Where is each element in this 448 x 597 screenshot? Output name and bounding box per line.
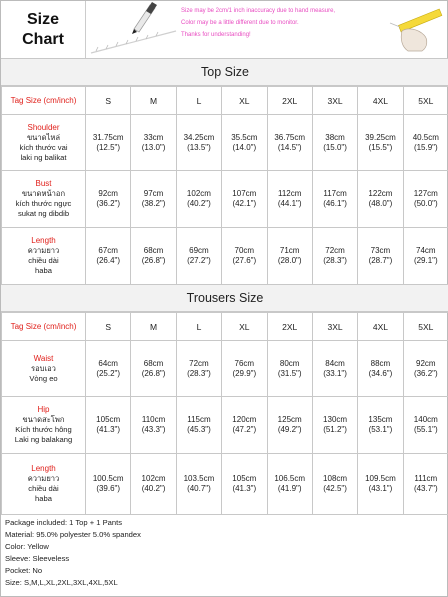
- inch-value: (33.1"): [323, 368, 347, 378]
- measurement-cell: [176, 397, 221, 454]
- inch-value: (27.6"): [232, 256, 257, 265]
- inch-value: (51.2"): [323, 425, 347, 434]
- inch-value: (36.2"): [96, 199, 121, 208]
- header: [1, 1, 448, 58]
- inch-value: (28.7"): [368, 256, 393, 265]
- measurement-cell: [267, 228, 312, 285]
- product-detail-line: Color: Yellow: [5, 542, 49, 551]
- size-header-row: [2, 87, 448, 115]
- cm-value: 92cm: [416, 358, 436, 368]
- inch-value: (13.5"): [187, 142, 211, 152]
- cm-value: 72cm: [189, 358, 209, 368]
- trousers-size-title: Trousers Size: [186, 291, 264, 305]
- cm-value: 71cm: [279, 246, 300, 255]
- measurement-cell: [176, 341, 221, 397]
- inch-value: (41.3"): [96, 425, 121, 434]
- measurement-translation: ขนาดหน้าอก: [21, 189, 66, 198]
- measurement-translation: haba: [35, 266, 52, 275]
- measurement-cell: [358, 115, 403, 171]
- measurement-row: [2, 397, 448, 454]
- size-column-header: 3XL: [312, 87, 357, 115]
- measurement-translation: chiều dài: [28, 484, 59, 493]
- inch-value: (50.0"): [413, 199, 438, 208]
- cm-value: 35.5cm: [231, 132, 258, 142]
- size-column-header: 4XL: [358, 313, 403, 341]
- inch-value: (31.5"): [277, 368, 302, 378]
- measurement-cell: [222, 115, 267, 171]
- inch-value: (41.9"): [277, 484, 302, 493]
- measurement-cell: [222, 454, 267, 515]
- measurement-cell: [403, 115, 448, 171]
- size-column-header: 5XL: [403, 87, 448, 115]
- measurement-name: Shoulder: [27, 122, 60, 132]
- cm-value: 38cm: [325, 132, 345, 142]
- measurement-translation: sukat ng dibdib: [17, 209, 70, 218]
- cm-value: 31.75cm: [92, 132, 124, 142]
- cm-value: 109.5cm: [365, 474, 396, 483]
- measurement-name: Length: [31, 236, 56, 245]
- inch-value: (14.0"): [232, 142, 257, 152]
- measurement-cell: [267, 171, 312, 228]
- measurement-cell: [358, 171, 403, 228]
- product-detail-line: Pocket: No: [5, 566, 43, 575]
- measurement-name: Bust: [35, 179, 52, 188]
- size-chart-title: [1, 1, 86, 58]
- cm-value: 127cm: [413, 189, 438, 198]
- inch-value: (36.2"): [413, 368, 438, 378]
- cm-value: 88cm: [370, 358, 391, 368]
- inch-value: (27.2"): [187, 256, 211, 265]
- measurement-cell: [86, 115, 131, 171]
- inch-value: (26.8"): [141, 368, 166, 378]
- measurement-translation: chiều dài: [28, 256, 59, 265]
- cm-value: 76cm: [234, 358, 255, 368]
- measurement-cell: [403, 397, 448, 454]
- measurement-cell: [176, 454, 221, 515]
- product-detail-line: Size: S,M,L,XL,2XL,3XL,4XL,5XL: [5, 578, 118, 587]
- measurement-cell: [267, 341, 312, 397]
- measurement-cell: [312, 454, 357, 515]
- measurement-translation: Vòng eo: [29, 373, 58, 383]
- cm-value: 84cm: [325, 358, 345, 368]
- inch-value: (46.1"): [323, 199, 347, 208]
- measurement-cell: [312, 171, 357, 228]
- inch-value: (45.3"): [187, 425, 211, 434]
- product-detail-line: Sleeve: Sleeveless: [5, 554, 70, 563]
- inch-value: (15.5"): [368, 142, 393, 152]
- size-column-header: 4XL: [358, 87, 403, 115]
- inch-value: (26.8"): [141, 256, 166, 265]
- cm-value: 67cm: [98, 246, 118, 255]
- cm-value: 111cm: [414, 474, 438, 483]
- inch-value: (15.9"): [413, 142, 438, 152]
- inch-value: (12.5"): [96, 142, 121, 152]
- inch-value: (40.2"): [141, 484, 166, 493]
- size-column-header: M: [131, 313, 176, 341]
- measurement-cell: [267, 454, 312, 515]
- inch-value: (28.3"): [187, 368, 211, 378]
- measuring-tape-illustration: [86, 1, 179, 58]
- cm-value: 140cm: [413, 415, 438, 424]
- inch-value: (25.2"): [96, 368, 121, 378]
- cm-value: 34.25cm: [183, 132, 215, 142]
- note-line-3: Thanks for understanding!: [181, 32, 251, 38]
- cm-value: 40.5cm: [412, 132, 439, 142]
- measurement-translation: laki ng balikat: [20, 152, 67, 162]
- cm-value: 68cm: [143, 358, 164, 368]
- product-detail-line: Material: 95.0% polyester 5.0% spandex: [5, 530, 141, 539]
- cm-value: 106.5cm: [274, 474, 306, 483]
- measurement-translation: Laki ng balakang: [14, 435, 73, 444]
- cm-value: 36.75cm: [274, 132, 306, 142]
- measurement-translation: kích thước vai: [19, 142, 68, 152]
- size-header-row: [2, 313, 448, 341]
- cm-value: 107cm: [232, 189, 257, 198]
- measurement-cell: [403, 341, 448, 397]
- measurement-label: [2, 454, 86, 515]
- cm-value: 135cm: [368, 415, 393, 424]
- cm-value: 110cm: [141, 415, 166, 424]
- cm-value: 105cm: [232, 474, 257, 483]
- measurement-label: [2, 171, 86, 228]
- inch-value: (13.0"): [141, 142, 166, 152]
- measurement-cell: [358, 454, 403, 515]
- inch-value: (14.5"): [277, 142, 302, 152]
- cm-value: 72cm: [325, 246, 345, 255]
- cm-value: 97cm: [143, 189, 164, 198]
- product-detail-line: Package included: 1 Top + 1 Pants: [5, 518, 123, 527]
- size-column-header: XL: [222, 87, 267, 115]
- tag-size-label: Tag Size (cm/inch): [2, 87, 86, 115]
- measurement-cell: [358, 228, 403, 285]
- inch-value: (26.4"): [96, 256, 121, 265]
- cm-value: 120cm: [232, 415, 257, 424]
- measurement-cell: [312, 341, 357, 397]
- inch-value: (38.2"): [141, 199, 166, 208]
- measurement-cell: [131, 228, 176, 285]
- cm-value: 70cm: [234, 246, 255, 255]
- measurement-row: [2, 228, 448, 285]
- measurement-label: [2, 397, 86, 454]
- cm-value: 80cm: [279, 358, 300, 368]
- measurement-cell: [131, 397, 176, 454]
- inch-value: (15.0"): [323, 142, 347, 152]
- measurement-row: [2, 171, 448, 228]
- title-line-1: Size: [26, 10, 59, 28]
- size-column-header: 2XL: [267, 87, 312, 115]
- cm-value: 108cm: [323, 474, 348, 483]
- inch-value: (39.6"): [96, 484, 121, 493]
- measurement-row: [2, 454, 448, 515]
- cm-value: 125cm: [277, 415, 302, 424]
- measurement-cell: [358, 341, 403, 397]
- cm-value: 73cm: [370, 246, 391, 255]
- trousers-size-table: [1, 312, 448, 515]
- measurement-cell: [131, 171, 176, 228]
- measurement-cell: [358, 397, 403, 454]
- measurement-translation: haba: [35, 494, 52, 503]
- measurement-cell: [131, 454, 176, 515]
- cm-value: 115cm: [187, 415, 211, 424]
- measurement-cell: [267, 397, 312, 454]
- inch-value: (34.6"): [368, 368, 393, 378]
- cm-value: 102cm: [141, 474, 166, 483]
- measurement-cell: [403, 228, 448, 285]
- inch-value: (41.3"): [232, 484, 257, 493]
- product-details: [1, 514, 448, 597]
- inch-value: (40.7"): [187, 484, 211, 493]
- cm-value: 117cm: [323, 189, 347, 198]
- inch-value: (53.1"): [368, 425, 393, 434]
- measurement-name: Hip: [37, 405, 50, 414]
- measurement-cell: [86, 171, 131, 228]
- size-column-header: 2XL: [267, 313, 312, 341]
- size-column-header: XL: [222, 313, 267, 341]
- inch-value: (43.1"): [368, 484, 393, 493]
- cm-value: 105cm: [96, 415, 121, 424]
- measurement-cell: [222, 228, 267, 285]
- inch-value: (43.3"): [141, 425, 166, 434]
- measurement-cell: [312, 228, 357, 285]
- cm-value: 122cm: [368, 189, 393, 198]
- measurement-cell: [222, 341, 267, 397]
- cm-value: 33cm: [143, 132, 164, 142]
- measurement-row: [2, 341, 448, 397]
- measurement-notes: [179, 1, 384, 58]
- top-size-title: Top Size: [201, 65, 249, 79]
- measurement-cell: [312, 115, 357, 171]
- measurement-translation: Kích thước hông: [15, 425, 72, 434]
- measurement-name: Length: [31, 464, 56, 473]
- top-size-heading: [1, 58, 448, 86]
- inch-value: (44.1"): [277, 199, 302, 208]
- measurement-cell: [86, 454, 131, 515]
- measurement-cell: [176, 171, 221, 228]
- cm-value: 102cm: [186, 189, 211, 198]
- trousers-size-heading: [1, 284, 448, 312]
- inch-value: (42.1"): [232, 199, 257, 208]
- measurement-cell: [86, 228, 131, 285]
- measurement-cell: [312, 397, 357, 454]
- measurement-label: [2, 228, 86, 285]
- measurement-translation: ขนาดไหล่: [26, 132, 61, 142]
- measurement-name: Waist: [33, 353, 54, 363]
- measurement-cell: [131, 341, 176, 397]
- inch-value: (49.2"): [277, 425, 302, 434]
- note-line-1: Size may be 2cm/1 inch inaccuracy due to hand measure,: [181, 8, 336, 14]
- cm-value: 64cm: [98, 358, 118, 368]
- measurement-cell: [403, 171, 448, 228]
- size-column-header: L: [176, 313, 221, 341]
- inch-value: (42.5"): [323, 484, 347, 493]
- measurement-translation: ความยาว: [27, 474, 60, 483]
- tag-size-label: Tag Size (cm/inch): [2, 313, 86, 341]
- measurement-row: [2, 115, 448, 171]
- cm-value: 92cm: [98, 189, 118, 198]
- measurement-translation: รอบเอว: [31, 363, 56, 373]
- title-line-2: Chart: [22, 30, 64, 48]
- measurement-cell: [176, 115, 221, 171]
- note-line-2: Color may be a little different due to monitor.: [181, 20, 299, 26]
- cm-value: 39.25cm: [365, 132, 396, 142]
- size-column-header: M: [131, 87, 176, 115]
- measurement-translation: ขนาดสะโพก: [22, 415, 65, 424]
- cm-value: 74cm: [416, 246, 436, 255]
- cm-value: 100.5cm: [92, 474, 124, 483]
- measurement-label: [2, 115, 86, 171]
- tape-hand-illustration: [384, 1, 448, 58]
- inch-value: (28.0"): [277, 256, 302, 265]
- measurement-cell: [131, 115, 176, 171]
- measurement-cell: [403, 454, 448, 515]
- measurement-cell: [222, 397, 267, 454]
- size-column-header: 5XL: [403, 313, 448, 341]
- measurement-cell: [267, 115, 312, 171]
- cm-value: 69cm: [189, 246, 209, 255]
- measurement-label: [2, 341, 86, 397]
- inch-value: (28.3"): [323, 256, 347, 265]
- measurement-translation: kích thước ngực: [15, 199, 72, 208]
- measurement-cell: [176, 228, 221, 285]
- inch-value: (29.9"): [232, 368, 257, 378]
- measurement-cell: [86, 341, 131, 397]
- inch-value: (40.2"): [187, 199, 211, 208]
- size-column-header: 3XL: [312, 313, 357, 341]
- inch-value: (43.7"): [413, 484, 438, 493]
- cm-value: 103.5cm: [183, 474, 215, 483]
- top-size-table: [1, 86, 448, 285]
- size-column-header: L: [176, 87, 221, 115]
- size-column-header: S: [86, 313, 131, 341]
- inch-value: (55.1"): [413, 425, 438, 434]
- measurement-cell: [222, 171, 267, 228]
- cm-value: 112cm: [277, 189, 302, 198]
- inch-value: (48.0"): [368, 199, 393, 208]
- inch-value: (47.2"): [232, 425, 257, 434]
- cm-value: 68cm: [143, 246, 164, 255]
- cm-value: 130cm: [323, 415, 348, 424]
- measurement-cell: [86, 397, 131, 454]
- size-column-header: S: [86, 87, 131, 115]
- inch-value: (29.1"): [413, 256, 438, 265]
- measurement-translation: ความยาว: [27, 246, 60, 255]
